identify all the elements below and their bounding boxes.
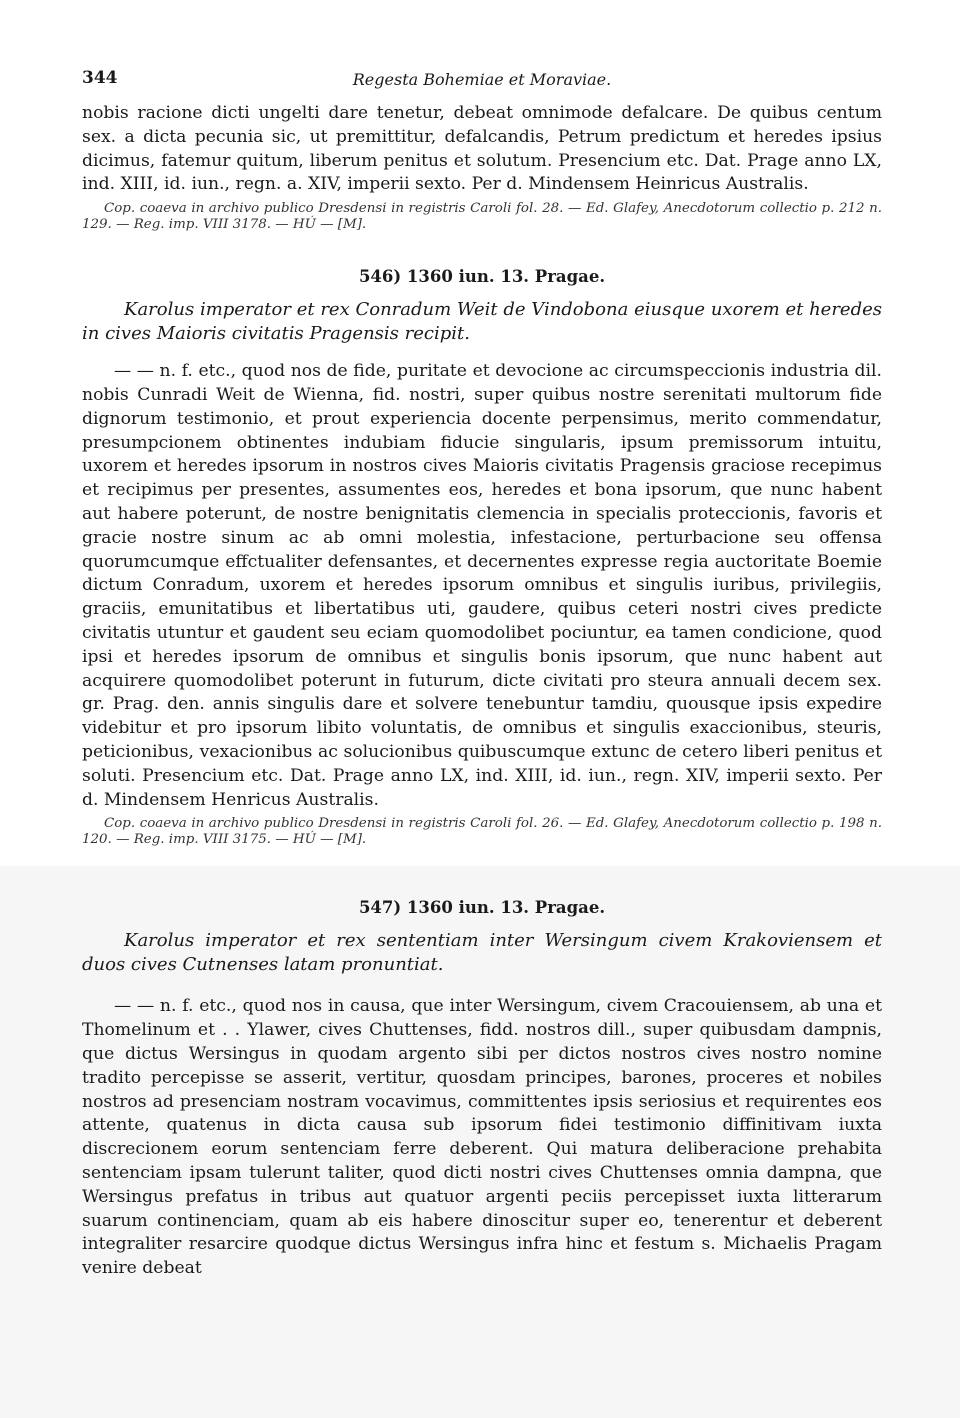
entry-547-body: — — n. f. etc., quod nos in causa, que inter Wersingum, civem Cracouiensem, ab una et Thomelinum et . . Ylawer, cives Chuttenses, fidd. nostros dill., super quibusdam dampnis, que dictus Wersingus in quodam argento sibi per dictos nostros cives nostro nomine tradito percepisse se asserit, vertitur, quosdam principes, barones, proceres et nobiles nostros ad presenciam nostram vocavimus, committentes ipsis seriosius et requirentes eos attente, quatenus in dicta causa sub ipsorum fidei testimonio diffinitivam iuxta discrecionem eorum sentenciam ferre deberent. Qui matura deliberacione prehabita sentenciam ipsam tulerunt taliter, quod dicti nostri cives Chuttenses omnia dampna, que Wersingus prefatus in tribus aut quatuor argenti peciis percepisset iuxta litterarum suarum continenciam, quam ab eis habere dinoscitur super eo, tenerentur et deberent integraliter resarcire quodque dictus Wersingus infra hinc et festum s. Michaelis Pragam venire debeat	[82, 996, 882, 1279]
carryover-source-note: Cop. coaeva in archivo publico Dresdensi in registris Caroli fol. 28. — Ed. Glafey, Anecdotorum collectio p. 212 n. 129. — Reg. imp. VIII 3178. — HÚ — [M].	[82, 201, 882, 233]
entry-546-source-note: Cop. coaeva in archivo publico Dresdensi in registris Caroli fol. 26. — Ed. Glafey, Anecdotorum collectio p. 198 n. 120. — Reg. imp. VIII 3175. — HÚ — [M].	[82, 816, 882, 848]
carryover-text: nobis racione dicti ungelti dare tenetur, debeat omnimode defalcare. De quibus centum sex. a dicta pecunia sic, ut premittitur, defalcandis, Petrum predictum et heredes ipsius dicimus, fatemur quitum, liberum penitus et solutum. Presencium etc. Dat. Prage anno LX, ind. XIII, id. iun., regn. a. XIV, imperii sexto. Per d. Mindensem Heinricus Australis.	[82, 103, 882, 195]
entry-546-heading: 546) 1360 iun. 13. Pragae.	[358, 267, 606, 287]
running-head	[82, 68, 882, 102]
page-number: 344	[82, 68, 118, 88]
entry-547-heading: 547) 1360 iun. 13. Pragae.	[358, 898, 606, 918]
entry-547-summary: Karolus imperator et rex sententiam inter Wersingum civem Krakoviensem et duos cives Cutnenses latam pronuntiat.	[82, 930, 882, 976]
entry-546-body: — — n. f. etc., quod nos de fide, puritate et devocione ac circumspeccionis industria dil. nobis Cunradi Weit de Wienna, fid. nostri, super quibus nostre serenitati multorum fide dignorum testimonio, et prout experiencia docente perpensimus, merito commendatur, presumpcionem obtinentes indubiam fiducie singularis, ipsum premissorum intuitu, uxorem et heredes ipsorum in nostros cives Maioris civitatis Pragensis graciose recepimus et recipimus per presentes, assumentes eos, heredes et bona ipsorum, que nunc habent aut habere poterunt, de nostre benignitatis clemencia in specialis proteccionis, favoris et gracie nostre sinum ac ab omni molestia, infestacione, perturbacione seu offensa quorumcumque effctualiter defensantes, et decernentes expresse regia auctoritate Boemie dictum Conradum, uxorem et heredes ipsorum omnibus et singulis iuribus, privilegiis, graciis, emunitatibus et libertatibus uti, gaudere, quibus ceteri nostri cives predicte civitatis utuntur et gaudent seu eciam quomodolibet pociuntur, ea tamen condicione, quod ipsi et heredes ipsorum de omnibus et singulis bonis ipsorum, que nunc habent aut acquirere quomodolibet poterunt in futurum, dicte civitati pro steura annuali decem sex. gr. Prag. den. annis singulis dare et solvere tenebuntur tamdiu, quousque ipsis expedire videbitur et pro ipsorum libito voluntatis, de omnibus et singulis exaccionibus, steuris, peticionibus, vexacionibus ac solucionibus quibuscumque extunc de cetero liberi penitus et soluti. Presencium etc. Dat. Prage anno LX, ind. XIII, id. iun., regn. XIV, imperii sexto. Per d. Mindensem Henricus Australis.	[82, 361, 882, 810]
running-title: Regesta Bohemiae et Moraviae.	[352, 70, 612, 89]
entry-546-summary: Karolus imperator et rex Conradum Weit de Vindobona eiusque uxorem et heredes in cives Maioris civitatis Pragensis recipit.	[82, 299, 882, 345]
entry-547-section	[0, 866, 960, 1418]
